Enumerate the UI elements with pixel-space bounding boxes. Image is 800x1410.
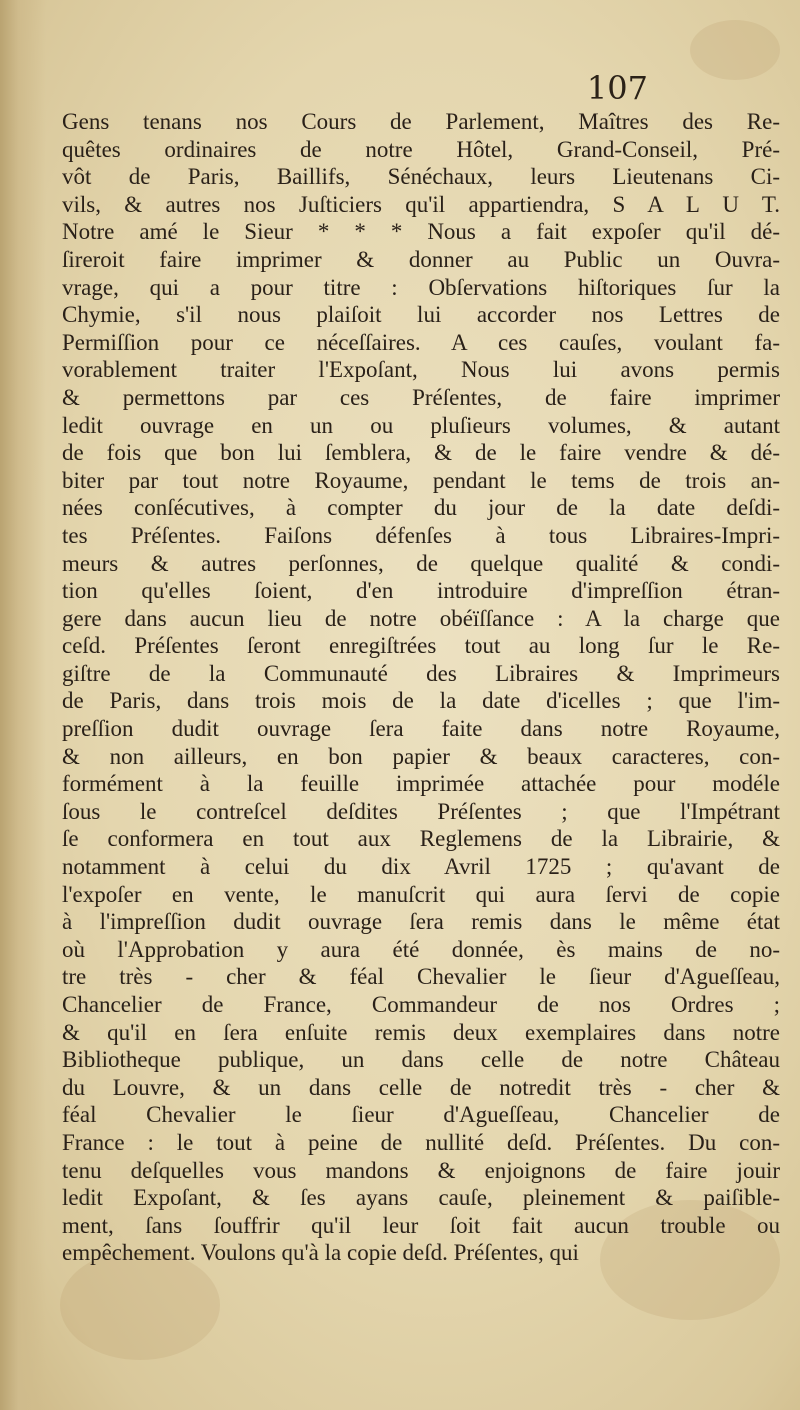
text-line: tion qu'elles ſoient, d'en introduire d'impreſſion étran- <box>62 578 780 604</box>
binding-gutter-shadow <box>0 0 46 1410</box>
text-line: féal Chevalier le ſieur d'Agueſſeau, Chancelier de <box>62 1102 780 1128</box>
text-line: Bibliotheque publique, un dans celle de notre Château <box>62 1047 780 1073</box>
text-line: empêchement. Voulons qu'à la copie deſd. Préſentes, qui <box>62 1240 579 1266</box>
text-line: formément à la feuille imprimée attachée pour modéle <box>62 771 780 797</box>
text-line: à l'impreſſion dudit ouvrage ſera remis dans le même état <box>62 909 780 935</box>
paper-stain <box>690 20 780 80</box>
text-line: & non ailleurs, en bon papier & beaux caracteres, con- <box>62 743 780 769</box>
text-line: ledit Expoſant, & ſes ayans cauſe, pleinement & paiſible- <box>62 1185 780 1211</box>
text-line: meurs & autres perſonnes, de quelque qualité & condi- <box>62 550 780 576</box>
text-line: Notre amé le Sieur * * * Nous a fait expoſer qu'il dé- <box>62 219 780 245</box>
text-line: l'expoſer en vente, le manuſcrit qui aura ſervi de copie <box>62 881 780 907</box>
text-line: ſe conformera en tout aux Reglemens de la Librairie, & <box>62 826 780 852</box>
text-line: ſireroit faire imprimer & donner au Public un Ouvra- <box>62 246 780 272</box>
text-line: & permettons par ces Préſentes, de faire imprimer <box>62 384 780 410</box>
text-line: du Louvre, & un dans celle de notredit très - cher & <box>62 1074 780 1100</box>
text-line: preſſion dudit ouvrage ſera faite dans notre Royaume, <box>62 716 780 742</box>
text-line: de fois que bon lui ſemblera, & de le faire vendre & dé- <box>62 440 780 466</box>
text-line: de Paris, dans trois mois de la date d'icelles ; que l'im- <box>62 688 780 714</box>
text-line: quêtes ordinaires de notre Hôtel, Grand-Conseil, Pré- <box>62 136 780 162</box>
text-line: tes Préſentes. Faiſons défenſes à tous Libraires-Impri- <box>62 522 780 548</box>
text-line: ledit ouvrage en un ou pluſieurs volumes, & autant <box>62 412 780 438</box>
text-line: France : le tout à peine de nullité deſd. Préſentes. Du con- <box>62 1129 780 1155</box>
text-line: tre très - cher & féal Chevalier le ſieur d'Agueſſeau, <box>62 964 780 990</box>
text-line: vrage, qui a pour titre : Obſervations hiſtoriques ſur la <box>62 274 780 300</box>
text-line: Permiſſion pour ce néceſſaires. A ces cauſes, voulant fa- <box>62 329 780 355</box>
text-line: où l'Approbation y aura été donnée, ès mains de no- <box>62 936 780 962</box>
text-line: giſtre de la Communauté des Libraires & Imprimeurs <box>62 660 780 686</box>
page-number: 107 <box>586 69 648 107</box>
text-line: Chancelier de France, Commandeur de nos Ordres ; <box>62 992 780 1017</box>
text-line: tenu deſquelles vous mandons & enjoignons de faire jouir <box>62 1157 780 1183</box>
text-line: vils, & autres nos Juſticiers qu'il appartiendra, S A L U T. <box>62 191 780 217</box>
text-line: ceſd. Préſentes ſeront enregiſtrées tout au long ſur le Re- <box>62 633 780 659</box>
body-text <box>62 108 780 1267</box>
text-line: ment, ſans ſouffrir qu'il leur ſoit fait aucun trouble ou <box>62 1212 780 1238</box>
text-line: vôt de Paris, Baillifs, Sénéchaux, leurs Lieutenans Ci- <box>62 164 780 190</box>
text-line: vorablement traiter l'Expoſant, Nous lui avons permis <box>62 357 780 383</box>
text-line: & qu'il en ſera enſuite remis deux exemplaires dans notre <box>62 1019 780 1045</box>
text-line: Gens tenans nos Cours de Parlement, Maîtres des Re- <box>62 109 780 134</box>
text-line: nées conſécutives, à compter du jour de la date deſdi- <box>62 495 780 521</box>
text-line: notamment à celui du dix Avril 1725 ; qu'avant de <box>62 854 780 880</box>
text-line: gere dans aucun lieu de notre obéïſſance : A la charge que <box>62 605 780 631</box>
text-line: ſous le contreſcel deſdites Préſentes ; que l'Impétrant <box>62 798 780 824</box>
text-line: biter par tout notre Royaume, pendant le tems de trois an- <box>62 467 780 493</box>
text-line: Chymie, s'il nous plaiſoit lui accorder nos Lettres de <box>62 302 780 328</box>
